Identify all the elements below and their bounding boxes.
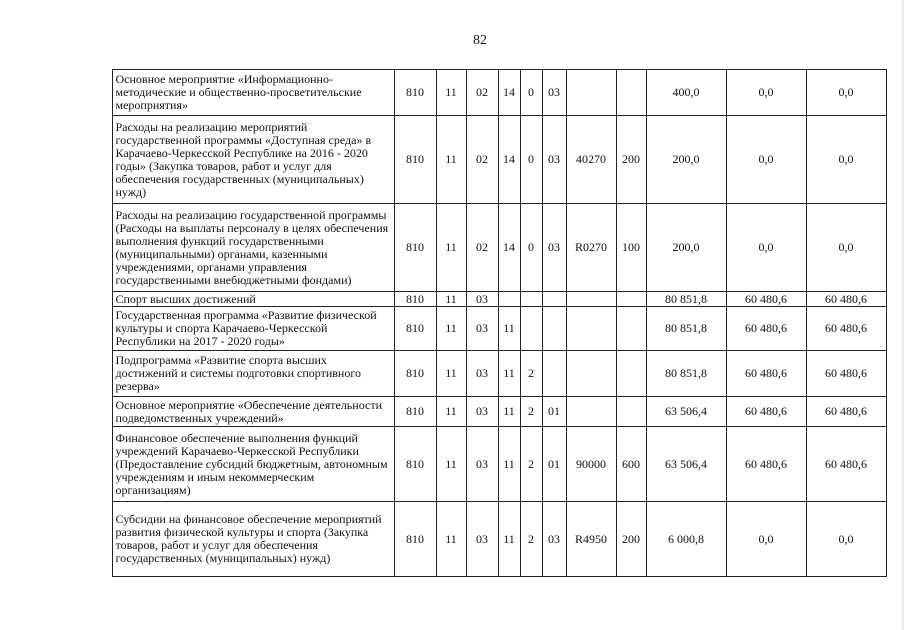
subsection-cell: 03 [466,502,498,577]
sum-year-2-cell: 60 480,6 [726,351,806,397]
section-cell: 11 [436,70,466,116]
sum-year-2-cell: 60 480,6 [726,397,806,427]
measure-cell: 01 [542,427,566,502]
sum-year-1-cell: 400,0 [646,70,726,116]
budget-table [82,69,887,577]
sum-year-3-cell: 0,0 [806,70,886,116]
sum-year-2-cell: 60 480,6 [726,307,806,351]
grbs-cell: 810 [394,70,436,116]
sum-year-3-cell: 60 480,6 [806,427,886,502]
subsection-cell: 03 [466,397,498,427]
subsection-cell: 02 [466,70,498,116]
section-cell: 11 [436,427,466,502]
blank-cell [82,292,112,307]
sum-year-2-cell: 0,0 [726,502,806,577]
program-cell: 14 [498,116,520,204]
table-row [82,307,886,351]
table-row [82,351,886,397]
direction-cell: 90000 [566,427,616,502]
subprogram-cell: 0 [520,70,542,116]
subsection-cell: 03 [466,292,498,307]
section-cell: 11 [436,397,466,427]
page-number: 82 [473,33,487,48]
sum-year-1-cell: 200,0 [646,204,726,292]
sum-year-2-cell: 60 480,6 [726,292,806,307]
sum-year-1-cell: 80 851,8 [646,292,726,307]
measure-cell: 03 [542,116,566,204]
program-cell: 14 [498,70,520,116]
blank-cell [82,351,112,397]
grbs-cell: 810 [394,292,436,307]
measure-cell: 03 [542,204,566,292]
sum-year-3-cell: 0,0 [806,502,886,577]
program-cell: 11 [498,397,520,427]
expense-type-cell [616,292,646,307]
measure-cell [542,292,566,307]
blank-cell [82,307,112,351]
table-row [82,502,886,577]
grbs-cell: 810 [394,204,436,292]
sum-year-1-cell: 80 851,8 [646,307,726,351]
row-name-cell: Подпрограмма «Развитие спорта высших достижений и системы подготовки спортивного резерва» [112,351,394,397]
direction-cell [566,307,616,351]
sum-year-1-cell: 80 851,8 [646,351,726,397]
subprogram-cell: 2 [520,502,542,577]
expense-type-cell: 200 [616,116,646,204]
sum-year-3-cell: 0,0 [806,116,886,204]
direction-cell: R0270 [566,204,616,292]
row-name-cell: Спорт высших достижений [112,292,394,307]
subsection-cell: 03 [466,307,498,351]
grbs-cell: 810 [394,307,436,351]
expense-type-cell [616,307,646,351]
sum-year-1-cell: 63 506,4 [646,397,726,427]
measure-cell: 03 [542,70,566,116]
grbs-cell: 810 [394,427,436,502]
blank-cell [82,116,112,204]
direction-cell: 40270 [566,116,616,204]
program-cell [498,292,520,307]
sum-year-3-cell: 60 480,6 [806,351,886,397]
direction-cell [566,70,616,116]
blank-cell [82,427,112,502]
row-name-cell: Основное мероприятие «Информационно-методические и общественно-просветительские мероприятия» [112,70,394,116]
row-name-cell: Основное мероприятие «Обеспечение деятельности подведомственных учреждений» [112,397,394,427]
subprogram-cell: 2 [520,351,542,397]
expense-type-cell: 100 [616,204,646,292]
sheet-edge-shadow [900,0,904,630]
expense-type-cell: 200 [616,502,646,577]
row-name-cell: Расходы на реализацию государственной программы (Расходы на выплаты персоналу в целях обеспечения выполнения функций государственными (муниципальными) органами, казенными учреждениями, органами управления государственными внебюджетными фондами) [112,204,394,292]
program-cell: 14 [498,204,520,292]
subsection-cell: 02 [466,204,498,292]
sum-year-2-cell: 0,0 [726,116,806,204]
sum-year-2-cell: 60 480,6 [726,427,806,502]
table-row [82,397,886,427]
section-cell: 11 [436,307,466,351]
subsection-cell: 02 [466,116,498,204]
expense-type-cell [616,351,646,397]
program-cell: 11 [498,351,520,397]
sum-year-3-cell: 60 480,6 [806,397,886,427]
grbs-cell: 810 [394,397,436,427]
direction-cell [566,292,616,307]
sum-year-2-cell: 0,0 [726,70,806,116]
program-cell: 11 [498,307,520,351]
measure-cell [542,307,566,351]
subprogram-cell: 2 [520,397,542,427]
table-row [82,427,886,502]
table-row [82,204,886,292]
measure-cell: 03 [542,502,566,577]
section-cell: 11 [436,351,466,397]
blank-cell [82,70,112,116]
direction-cell [566,351,616,397]
direction-cell [566,397,616,427]
blank-cell [82,397,112,427]
section-cell: 11 [436,292,466,307]
direction-cell: R4950 [566,502,616,577]
program-cell: 11 [498,502,520,577]
sum-year-3-cell: 60 480,6 [806,292,886,307]
blank-cell [82,204,112,292]
table-row [82,70,886,116]
row-name-cell: Расходы на реализацию мероприятий государственной программы «Доступная среда» в Карачаево-Черкесской Республике на 2016 - 2020 годы» (Закупка товаров, работ и услуг для обеспечения государственных (муниципальных) нужд) [112,116,394,204]
expense-type-cell: 600 [616,427,646,502]
subsection-cell: 03 [466,427,498,502]
measure-cell [542,351,566,397]
subprogram-cell [520,307,542,351]
sum-year-2-cell: 0,0 [726,204,806,292]
row-name-cell: Государственная программа «Развитие физической культуры и спорта Карачаево-Черкесской Республики на 2017 - 2020 годы» [112,307,394,351]
section-cell: 11 [436,116,466,204]
subprogram-cell [520,292,542,307]
expense-type-cell [616,70,646,116]
subprogram-cell: 2 [520,427,542,502]
sum-year-3-cell: 60 480,6 [806,307,886,351]
table-row [82,116,886,204]
section-cell: 11 [436,502,466,577]
subprogram-cell: 0 [520,116,542,204]
blank-cell [82,502,112,577]
subsection-cell: 03 [466,351,498,397]
subprogram-cell: 0 [520,204,542,292]
sum-year-1-cell: 6 000,8 [646,502,726,577]
grbs-cell: 810 [394,116,436,204]
table-body [82,70,886,577]
measure-cell: 01 [542,397,566,427]
grbs-cell: 810 [394,351,436,397]
section-cell: 11 [436,204,466,292]
grbs-cell: 810 [394,502,436,577]
row-name-cell: Финансовое обеспечение выполнения функций учреждений Карачаево-Черкесской Республики (Предоставление субсидий бюджетным, автономным учреждениям и иным некоммерческим организациям) [112,427,394,502]
program-cell: 11 [498,427,520,502]
row-name-cell: Субсидии на финансовое обеспечение мероприятий развития физической культуры и спорта (Закупка товаров, работ и услуг для обеспечения государственных (муниципальных) нужд) [112,502,394,577]
sum-year-3-cell: 0,0 [806,204,886,292]
sum-year-1-cell: 200,0 [646,116,726,204]
table-row [82,292,886,307]
expense-type-cell [616,397,646,427]
sum-year-1-cell: 63 506,4 [646,427,726,502]
